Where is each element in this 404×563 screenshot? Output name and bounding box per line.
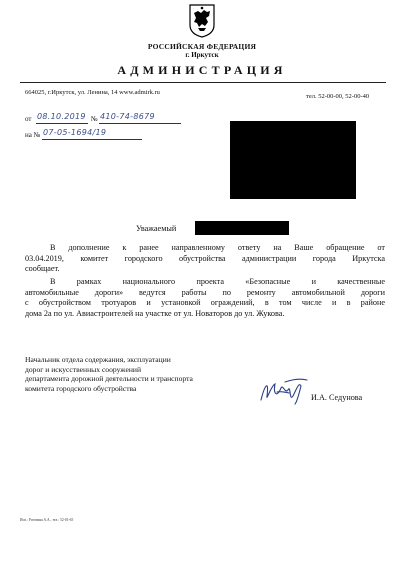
position-line: дорог и искусственных сооружений bbox=[25, 364, 142, 374]
number-prefix: № bbox=[91, 115, 98, 123]
position-line: Начальник отдела содержания, эксплуатации bbox=[25, 355, 171, 364]
signatory-position bbox=[25, 355, 193, 393]
signatory-name: И.А. Седунова bbox=[311, 393, 363, 402]
reference-number: 07-05-1694/19 bbox=[43, 128, 107, 137]
coat-of-arms-icon bbox=[189, 4, 215, 38]
paragraph-1-line: 03.04.2019, комитет городского обустройства администрации города Иркутска bbox=[25, 253, 385, 263]
address: 664025, г.Иркутск, ул. Ленина, 14 www.admirk.ru bbox=[25, 89, 160, 96]
reference-prefix: на № bbox=[25, 131, 41, 139]
date-underline bbox=[36, 123, 88, 124]
paragraph-2-line: В рамках национального проекта «Безопасные и качественные bbox=[50, 277, 385, 286]
header-divider bbox=[20, 82, 386, 83]
registration-date: 08.10.2019 bbox=[37, 112, 86, 121]
registration-number: 410-74-8679 bbox=[100, 112, 155, 121]
greeting: Уважаемый bbox=[136, 224, 177, 233]
paragraph-2 bbox=[25, 277, 385, 319]
executor-note: Исп.: Рогозина А.А., тел.: 52-01-65 bbox=[20, 518, 74, 522]
position-line: комитета городского обустройства bbox=[25, 383, 137, 393]
redacted-name bbox=[195, 221, 289, 235]
paragraph-2-line: автомобильные дороги» ведутся работы по ремонту автомобильной дороги bbox=[25, 287, 385, 297]
phone-numbers: тел. 52-00-00, 52-00-40 bbox=[306, 93, 370, 100]
handwritten-signature bbox=[255, 374, 313, 408]
position-line: департамента дорожной деятельности и транспорта bbox=[25, 374, 193, 384]
paragraph-1 bbox=[25, 243, 385, 275]
redacted-addressee bbox=[230, 121, 356, 199]
paragraph-1-line: В дополнение к ранее направленному ответу на Ваше обращение от bbox=[50, 243, 385, 252]
reference-underline bbox=[42, 139, 142, 140]
paragraph-2-line: дома 2а по ул. Авиастроителей на участке от ул. Новаторов до ул. Жукова. bbox=[25, 308, 285, 318]
date-prefix: от bbox=[25, 115, 32, 123]
paragraph-2-line: с обустройством тротуаров и установкой ограждений, в том числе и в районе bbox=[25, 298, 385, 308]
organization-title: АДМИНИСТРАЦИЯ bbox=[117, 63, 287, 77]
number-underline bbox=[99, 123, 181, 124]
paragraph-1-line: сообщает. bbox=[25, 264, 60, 274]
city-name: г. Иркутск bbox=[185, 51, 219, 59]
country-name: РОССИЙСКАЯ ФЕДЕРАЦИЯ bbox=[147, 42, 257, 51]
